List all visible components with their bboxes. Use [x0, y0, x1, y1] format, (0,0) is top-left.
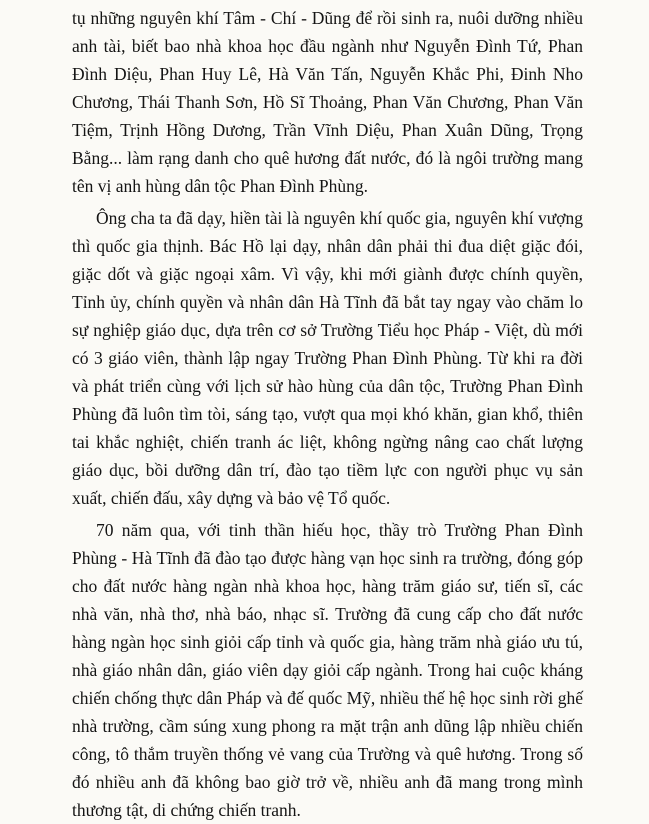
- paragraph-achievements: 70 năm qua, với tinh thần hiếu học, thầy trò Trường Phan Đình Phùng - Hà Tĩnh đã đào tạo được hàng vạn học sinh ra trường, đóng góp cho đất nước hàng ngàn nhà khoa học, hàng trăm giáo sư, tiến sĩ, các nhà văn, nhà thơ, nhà báo, nhạc sĩ. Trường đã cung cấp cho đất nước hàng ngàn học sinh giỏi cấp tỉnh và quốc gia, hàng trăm nhà giáo ưu tú, nhà giáo nhân dân, giáo viên dạy giỏi cấp ngành. Trong hai cuộc kháng chiến chống thực dân Pháp và đế quốc Mỹ, nhiều thế hệ học sinh rời ghế nhà trường, cầm súng xung phong ra mặt trận anh dũng lập nhiều chiến công, tô thắm truyền thống vẻ vang của Trường và quê hương. Trong số đó nhiều anh đã không bao giờ trở về, nhiều anh đã mang trong mình thương tật, di chứng chiến tranh.: [72, 520, 583, 820]
- paragraph-continued: tụ những nguyên khí Tâm - Chí - Dũng để rồi sinh ra, nuôi dưỡng nhiều anh tài, biết bao nhà khoa học đầu ngành như Nguyễn Đình Tứ, Phan Đình Diệu, Phan Huy Lê, Hà Văn Tấn, Nguyễn Khắc Phi, Đinh Nho Chương, Thái Thanh Sơn, Hồ Sĩ Thoảng, Phan Văn Chương, Phan Văn Tiệm, Trịnh Hồng Dương, Trần Vĩnh Diệu, Phan Xuân Dũng, Trọng Bằng... làm rạng danh cho quê hương đất nước, đó là ngôi trường mang tên vị anh hùng dân tộc Phan Đình Phùng.: [72, 8, 583, 196]
- paragraph-history: Ông cha ta đã dạy, hiền tài là nguyên khí quốc gia, nguyên khí vượng thì quốc gia thịnh. Bác Hồ lại dạy, nhân dân phải thi đua diệt giặc đói, giặc dốt và giặc ngoại xâm. Vì vậy, khi mới giành được chính quyền, Tỉnh ủy, chính quyền và nhân dân Hà Tĩnh đã bắt tay ngay vào chăm lo sự nghiệp giáo dục, dựa trên cơ sở Trường Tiểu học Pháp - Việt, dù mới có 3 giáo viên, thành lập ngay Trường Phan Đình Phùng. Từ khi ra đời và phát triển cùng với lịch sử hào hùng của dân tộc, Trường Phan Đình Phùng đã luôn tìm tòi, sáng tạo, vượt qua mọi khó khăn, gian khổ, thiên tai khắc nghiệt, chiến tranh ác liệt, không ngừng nâng cao chất lượng giáo dục, bồi dưỡng dân trí, đào tạo tiềm lực con người phục vụ sản xuất, chiến đấu, xây dựng và bảo vệ Tổ quốc.: [72, 208, 583, 508]
